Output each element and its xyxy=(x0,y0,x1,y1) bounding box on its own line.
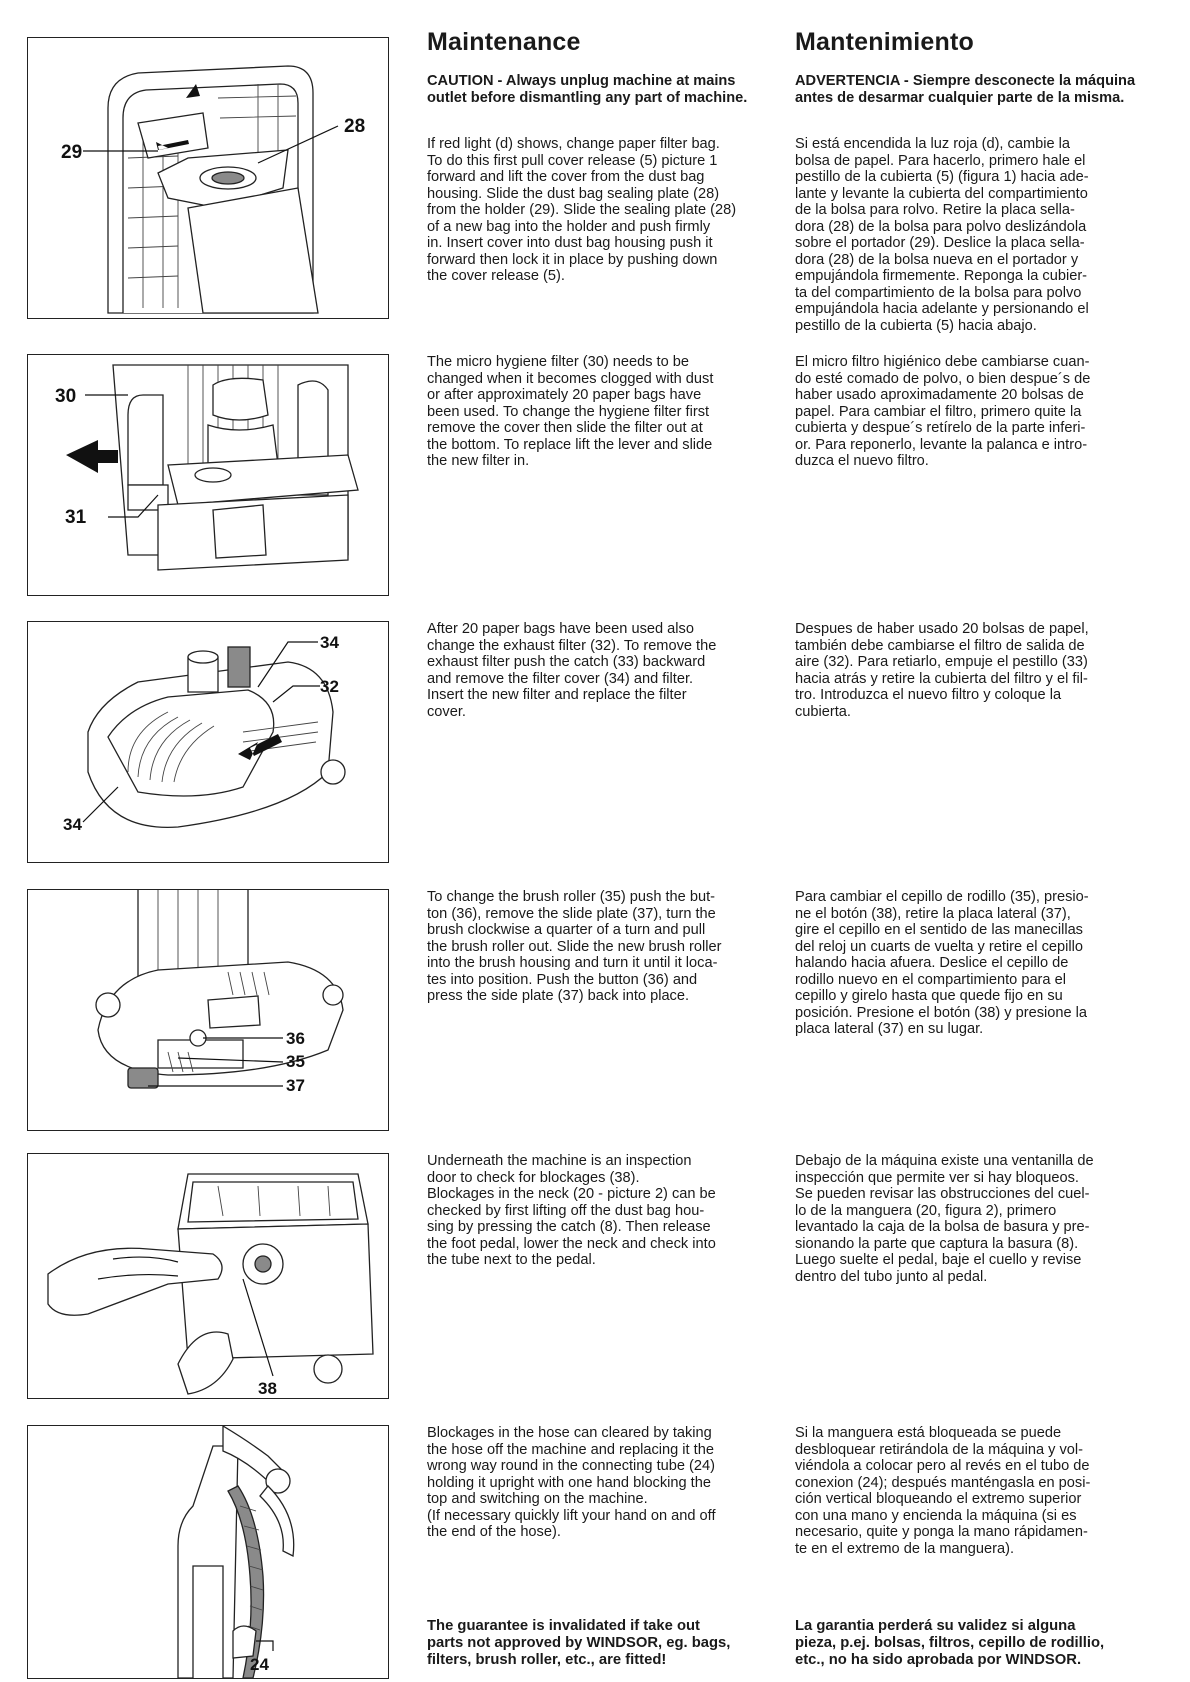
callout-36: 36 xyxy=(286,1029,305,1048)
callout-34-top: 34 xyxy=(320,633,339,652)
section-exhaust-filter-text-spanish: Despues de haber usado 20 bolsas de papel, también debe cambiarse el filtro de salida de aire (32). Para retiarlo, empuje el pestillo (33) hacia atrás y retire la cubierta del filtro y el fil- tro. Introduzca el nuevo filtro y coloque la cubierta. xyxy=(795,621,1089,720)
section-exhaust-filter-text-english: After 20 paper bags have been used also change the exhaust filter (32). To remove the exhaust filter push the catch (33) backward and remove the filter cover (34) and filter. Insert the new filter and replace the filter cover. xyxy=(427,621,717,720)
caution-english: CAUTION - Always unplug machine at mains outlet before dismantling any part of machine. xyxy=(427,73,748,106)
callout-38: 38 xyxy=(258,1379,277,1398)
callout-32: 32 xyxy=(320,677,339,696)
callout-34-bottom: 34 xyxy=(63,815,82,834)
section-brush-roller-text-spanish: Para cambiar el cepillo de rodillo (35), presio- ne el botón (38), retire la placa lateral (37), gire el cepillo en el sentido de las manecillas del reloj un cuarts de vuelta y retire el cepillo halando hacia afuera. Deslice el cepillo de rodillo nuevo en el compartimiento para el cepillo y girelo hasta que quede fijo en su posición. Presione el botón (38) y presione la placa lateral (37) en su lugar. xyxy=(795,889,1089,1037)
figure-dust-bag xyxy=(27,37,389,319)
section-inspection-door-text-spanish: Debajo de la máquina existe una ventanilla de inspección que permite ver si hay bloqueos. Se pueden revisar las obstrucciones del cuel- lo de la manguera (20, figura 2), primero levantado la caja de la bolsa de basura y pre- sionando la parte que captura la basura (8). Luego suelte el pedal, baje el cuello y revise dentro del tubo junto al pedal. xyxy=(795,1153,1094,1285)
dust-bag-illustration xyxy=(28,38,388,318)
callout-28: 28 xyxy=(344,116,366,137)
hygiene-filter-illustration xyxy=(28,355,388,595)
guarantee-english: The guarantee is invalidated if take out parts not approved by WINDSOR, eg. bags, filters, brush roller, etc., are fitted! xyxy=(427,1618,731,1668)
figure-hose-blockage xyxy=(27,1425,389,1679)
brush-roller-illustration xyxy=(28,890,388,1130)
callout-24: 24 xyxy=(250,1655,269,1674)
heading-spanish: Mantenimiento xyxy=(795,28,974,56)
callout-31: 31 xyxy=(65,507,87,528)
guarantee-spanish: La garantia perderá su validez si alguna pieza, p.ej. bolsas, filtros, cepillo de rodillio, etc., no ha sido aprobada por WINDSOR. xyxy=(795,1618,1105,1668)
hose-blockage-illustration xyxy=(28,1426,388,1678)
section-hygiene-filter-text-spanish: El micro filtro higiénico debe cambiarse cuan- do esté comado de polvo, o bien despue´s de haber usado aproximadamente 20 bolsas de papel. Para cambiar el filtro, primero quite la cubierta y despue´s retírelo de la parte inferi- or. Para reponerlo, levante la palanca e intro- duzca el nuevo filtro. xyxy=(795,354,1091,469)
section-hygiene-filter-text-english: The micro hygiene filter (30) needs to be changed when it becomes clogged with dust or after approximately 20 paper bags have been used. To change the hygiene filter first remove the cover then slide the filter out at the bottom. To replace lift the lever and slide the new filter in. xyxy=(427,354,714,469)
section-hose-blockage-text-spanish: Si la manguera está bloqueada se puede desbloquear retirándola de la máquina y vol- viéndola a colocar pero al revés en el tubo de conexion (24); después manténgasla en posi- ción vertical bloqueando el extremo superior con una mano y encienda la máquina (si es necesario, quite y ponga la mano rápidamen- te en el extremo de la manguera). xyxy=(795,1425,1091,1557)
section-dust-bag-text-spanish: Si está encendida la luz roja (d), cambie la bolsa de papel. Para hacerlo, primero hale el pestillo de la cubierta (5) (figura 1) hacia ade- lante y levante la cubierta del compartimiento de la bolsa para rolvo. Retire la placa sella- dora (28) de la bolsa para polvo deslizándola sobre el portador (29). Deslice la placa sella- dora (28) de la bolsa nueva en el portador y empujándola firmemente. Reponga la cubier- ta del compartimiento de la bolsa para polvo empujándola hacia adelante y persionando el pestillo de la cubierta (5) hacia abajo. xyxy=(795,136,1089,334)
section-inspection-door-text-english: Underneath the machine is an inspection door to check for blockages (38). Blockages in the neck (20 - picture 2) can be checked by first lifting off the dust bag hou- sing by pressing the catch (8). Then release the foot pedal, lower the neck and check into the tube next to the pedal. xyxy=(427,1153,716,1268)
heading-english: Maintenance xyxy=(427,28,581,56)
caution-spanish: ADVERTENCIA - Siempre desconecte la máquina antes de desarmar cualquier parte de la misma. xyxy=(795,73,1136,106)
callout-37: 37 xyxy=(286,1076,305,1095)
figure-exhaust-filter xyxy=(27,621,389,863)
callout-29: 29 xyxy=(61,142,83,163)
inspection-door-illustration xyxy=(28,1154,388,1398)
section-brush-roller-text-english: To change the brush roller (35) push the but- ton (36), remove the slide plate (37), turn the brush clockwise a quarter of a turn and pull the brush roller out. Slide the new brush roller into the brush housing and turn it until it loca- tes into position. Push the button (36) and press the side plate (37) back into place. xyxy=(427,889,722,1004)
figure-inspection-door xyxy=(27,1153,389,1399)
callout-35: 35 xyxy=(286,1052,305,1071)
figure-brush-roller xyxy=(27,889,389,1131)
exhaust-filter-illustration xyxy=(28,622,388,862)
section-hose-blockage-text-english: Blockages in the hose can cleared by taking the hose off the machine and replacing it the wrong way round in the connecting tube (24) holding it upright with one hand blocking the top and switching on the machine. (If necessary quickly lift your hand on and off the end of the hose). xyxy=(427,1425,716,1540)
figure-hygiene-filter xyxy=(27,354,389,596)
section-dust-bag-text-english: If red light (d) shows, change paper filter bag. To do this first pull cover release (5) picture 1 forward and lift the cover from the dust bag housing. Slide the dust bag sealing plate (28) from the holder (29). Slide the sealing plate (28) of a new bag into the holder and push firmly in. Insert cover into dust bag housing push it forward then lock it in place by pushing down the cover release (5). xyxy=(427,136,737,284)
callout-30: 30 xyxy=(55,386,77,407)
